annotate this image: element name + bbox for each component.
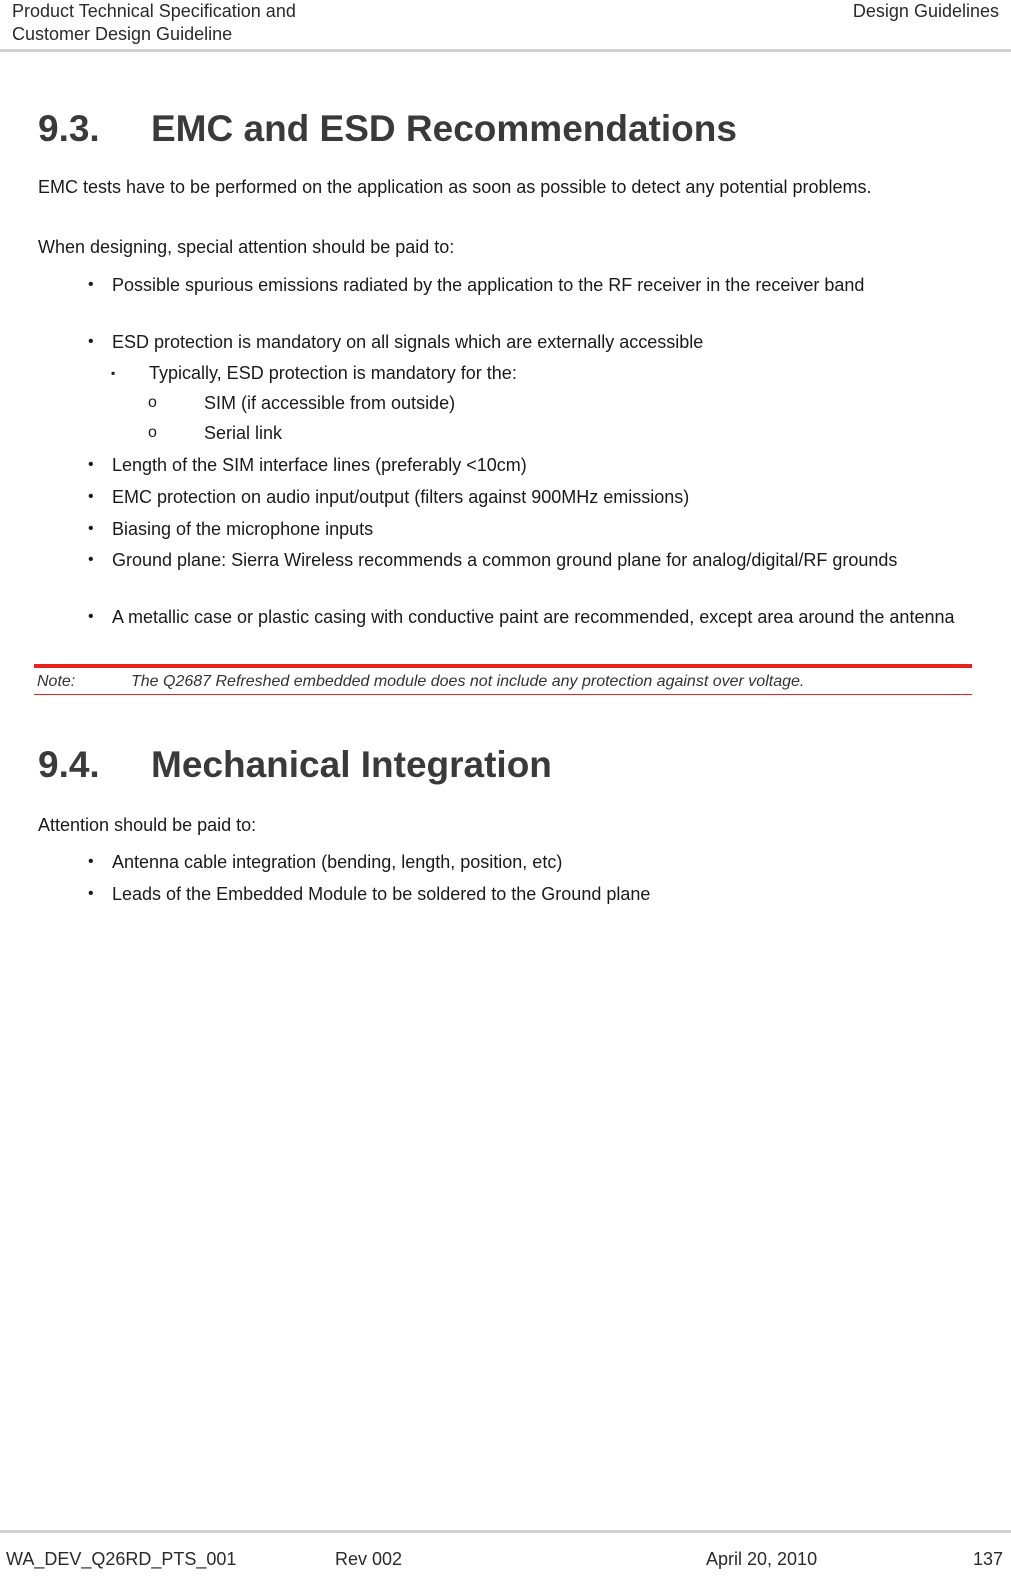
paragraph-lead: Attention should be paid to: <box>38 815 257 835</box>
note-text: The Q2687 Refreshed embedded module does not include any protection against over voltage. <box>131 673 805 690</box>
list-item-text: Biasing of the microphone inputs <box>112 519 374 539</box>
footer-doc-id: WA_DEV_Q26RD_PTS_001 <box>6 1549 237 1569</box>
circle-bullet-marker: o <box>148 394 157 411</box>
bullet-marker: • <box>88 276 94 293</box>
circle-bullet-marker: o <box>148 424 157 441</box>
square-bullet-marker: ▪ <box>111 366 116 380</box>
header-document-title <box>12 0 296 46</box>
paragraph-lead: When designing, special attention should be paid to: <box>38 237 455 257</box>
list-item-text: EMC protection on audio input/output (filters against 900MHz emissions) <box>112 487 690 507</box>
page-header <box>0 0 1011 52</box>
section-number: 9.4. <box>38 744 100 785</box>
section-heading-mechanical <box>38 744 552 786</box>
list-item-text: SIM (if accessible from outside) <box>204 393 456 413</box>
footer-revision: Rev 002 <box>335 1549 403 1569</box>
list-item-text: Leads of the Embedded Module to be soldered to the Ground plane <box>112 884 651 904</box>
footer-page-number: 137 <box>972 1549 1003 1569</box>
list-item-text: A metallic case or plastic casing with conductive paint are recommended, except area around the antenna <box>112 607 955 627</box>
bullet-marker: • <box>88 333 94 350</box>
footer-date: April 20, 2010 <box>706 1549 818 1569</box>
paragraph-intro: EMC tests have to be performed on the application as soon as possible to detect any potential problems. <box>38 177 872 197</box>
bullet-marker: • <box>88 488 94 505</box>
note-box <box>34 664 972 695</box>
bullet-marker: • <box>88 608 94 625</box>
header-chapter-title: Design Guidelines <box>852 1 999 21</box>
list-item-text: Ground plane: Sierra Wireless recommends a common ground plane for analog/digital/RF grounds <box>112 550 898 570</box>
section-title: Mechanical Integration <box>151 744 552 785</box>
list-item-text: Typically, ESD protection is mandatory for the: <box>149 363 517 383</box>
list-item-text: Length of the SIM interface lines (preferably <10cm) <box>112 455 527 475</box>
header-title-line2: Customer Design Guideline <box>12 24 233 44</box>
bullet-marker: • <box>88 520 94 537</box>
section-title: EMC and ESD Recommendations <box>151 108 737 149</box>
list-item-text: ESD protection is mandatory on all signals which are externally accessible <box>112 332 704 352</box>
bullet-marker: • <box>88 853 94 870</box>
bullet-marker: • <box>88 885 94 902</box>
bullet-marker: • <box>88 551 94 568</box>
bullet-marker: • <box>88 456 94 473</box>
list-item-text: Antenna cable integration (bending, length, position, etc) <box>112 852 563 872</box>
section-number: 9.3. <box>38 108 100 149</box>
list-item-text: Possible spurious emissions radiated by the application to the RF receiver in the receiver band <box>112 275 865 295</box>
header-title-line1: Product Technical Specification and <box>12 1 296 21</box>
page-footer <box>0 1530 1011 1583</box>
section-heading-emc <box>38 108 737 150</box>
note-label: Note: <box>37 673 76 690</box>
list-item-text: Serial link <box>204 423 283 443</box>
